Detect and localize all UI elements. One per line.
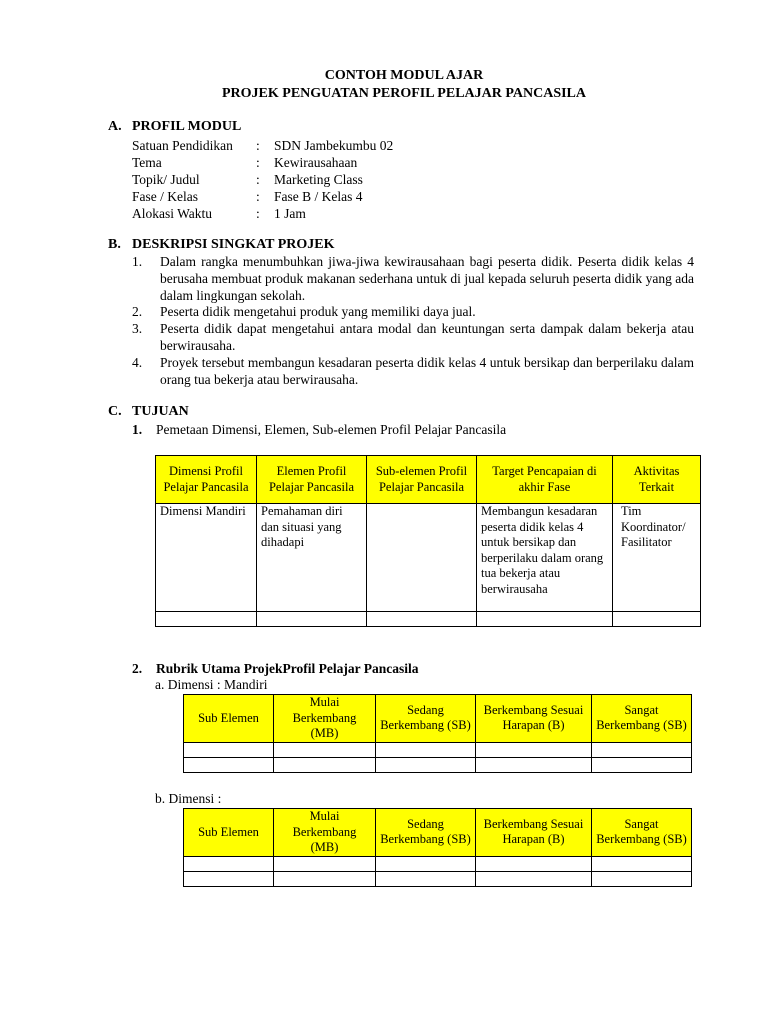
section-b-heading xyxy=(108,237,335,253)
rubric-a-label: a. Dimensi : Mandiri xyxy=(155,677,268,692)
section-a-heading xyxy=(108,119,241,135)
rubric-a-table xyxy=(183,694,692,773)
section-c-title: TUJUAN xyxy=(132,404,189,419)
list-text: Peserta didik dapat mengetahui antara modal dan keuntungan serta dampak dalam bekerja atau berwirausaha. xyxy=(160,321,694,353)
table-cell: Tim Koordinator/ Fasilitator xyxy=(613,504,701,612)
profile-label: Alokasi Waktu xyxy=(132,206,213,221)
section-b-letter: B. xyxy=(108,237,121,252)
table-header-cell: Sedang Berkembang (SB) xyxy=(376,695,476,743)
table-header-cell: Mulai Berkembang (MB) xyxy=(274,809,376,857)
table-cell xyxy=(476,757,592,772)
table-header-cell: Mulai Berkembang (MB) xyxy=(274,695,376,743)
profile-label: Satuan Pendidikan xyxy=(132,138,233,153)
table-cell: Membangun kesadaran peserta didik kelas 4 untuk bersikap dan berperilaku dalam orang tua bekerja atau berwirausaha xyxy=(477,504,613,612)
table-cell xyxy=(156,612,257,627)
list-number: 3. xyxy=(132,321,143,337)
table-cell xyxy=(477,612,613,627)
table-cell xyxy=(184,856,274,871)
table-row xyxy=(184,742,692,757)
table-header-row xyxy=(156,456,701,504)
table-cell xyxy=(257,612,367,627)
table-cell xyxy=(367,504,477,612)
table-header-cell: Target Pencapaian di akhir Fase xyxy=(477,456,613,504)
table-row xyxy=(184,757,692,772)
table-cell xyxy=(274,742,376,757)
profile-row xyxy=(132,154,393,171)
profile-row xyxy=(132,171,393,188)
table-header-cell: Sangat Berkembang (SB) xyxy=(592,695,692,743)
table-cell xyxy=(592,757,692,772)
table-cell: Dimensi Mandiri xyxy=(156,504,257,612)
table-cell xyxy=(592,871,692,886)
table-cell xyxy=(376,856,476,871)
table-cell xyxy=(184,742,274,757)
table-header-cell: Berkembang Sesuai Harapan (B) xyxy=(476,809,592,857)
profile-colon: : xyxy=(256,206,260,221)
section-b-title: DESKRIPSI SINGKAT PROJEK xyxy=(132,237,335,252)
table-header-row xyxy=(184,695,692,743)
table-header-cell: Sub-elemen Profil Pelajar Pancasila xyxy=(367,456,477,504)
rubric-b-label: b. Dimensi : xyxy=(155,791,222,806)
list-text: Dalam rangka menumbuhkan jiwa-jiwa kewirausahaan bagi peserta didik. Peserta didik kelas 4 berusaha membuat produk makanan sederhana untuk di jual kepada seluruh peserta didik yang ada dalam lingkungan sekolah. xyxy=(160,254,694,303)
description-list xyxy=(132,254,694,388)
document-title: CONTOH MODUL AJAR xyxy=(324,68,484,83)
rubric-b-table xyxy=(183,808,692,887)
section-a-title: PROFIL MODUL xyxy=(132,119,242,134)
table-header-row xyxy=(184,809,692,857)
table-header-cell: Sub Elemen xyxy=(184,809,274,857)
profile-value: 1 Jam xyxy=(274,206,306,221)
table-header-cell: Dimensi Profil Pelajar Pancasila xyxy=(156,456,257,504)
profile-row xyxy=(132,205,393,222)
table-cell xyxy=(476,742,592,757)
table-cell xyxy=(367,612,477,627)
profile-label: Fase / Kelas xyxy=(132,189,198,204)
point-1 xyxy=(132,422,506,438)
list-text: Peserta didik mengetahui produk yang memiliki daya jual. xyxy=(160,304,476,320)
table-cell xyxy=(376,871,476,886)
list-item xyxy=(132,254,694,304)
profile-colon: : xyxy=(256,155,260,170)
table-cell xyxy=(274,871,376,886)
profile-colon: : xyxy=(256,172,260,187)
list-item xyxy=(132,321,694,355)
table-cell xyxy=(476,871,592,886)
profile-label: Tema xyxy=(132,155,162,170)
document-subtitle: PROJEK PENGUATAN PEROFIL PELAJAR PANCASILA xyxy=(221,86,587,101)
list-item xyxy=(132,304,694,321)
table-row xyxy=(156,504,701,612)
point-2-text: Rubrik Utama ProjekProfil Pelajar Pancasila xyxy=(156,661,419,676)
list-item xyxy=(132,355,694,389)
section-c-heading xyxy=(108,404,189,420)
table-cell xyxy=(476,856,592,871)
table-header-cell: Sangat Berkembang (SB) xyxy=(592,809,692,857)
table-cell xyxy=(274,757,376,772)
profile-row xyxy=(132,188,393,205)
profile-row xyxy=(132,137,393,154)
table-cell: Pemahaman diri dan situasi yang dihadapi xyxy=(257,504,367,612)
list-text: Proyek tersebut membangun kesadaran peserta didik kelas 4 untuk bersikap dan berperilaku dalam orang tua bekerja atau berwirausaha. xyxy=(160,354,694,387)
point-1-number: 1. xyxy=(132,422,143,437)
point-2 xyxy=(132,661,418,677)
profile-colon: : xyxy=(256,189,260,204)
table-row xyxy=(184,871,692,886)
table-cell xyxy=(592,742,692,757)
table-header-cell: Aktivitas Terkait xyxy=(613,456,701,504)
table-row xyxy=(184,856,692,871)
table-cell xyxy=(184,871,274,886)
list-number: 2. xyxy=(132,304,143,320)
profile-info xyxy=(132,137,393,222)
profile-value: SDN Jambekumbu 02 xyxy=(274,138,394,153)
table-cell xyxy=(592,856,692,871)
table-cell xyxy=(184,757,274,772)
list-number: 4. xyxy=(132,354,143,370)
table-row xyxy=(156,612,701,627)
mapping-table xyxy=(155,455,701,627)
list-number: 1. xyxy=(132,254,143,269)
table-header-cell: Elemen Profil Pelajar Pancasila xyxy=(257,456,367,504)
point-1-text: Pemetaan Dimensi, Elemen, Sub-elemen Profil Pelajar Pancasila xyxy=(156,422,507,437)
profile-colon: : xyxy=(256,138,260,153)
table-cell xyxy=(376,757,476,772)
table-header-cell: Sedang Berkembang (SB) xyxy=(376,809,476,857)
section-c-letter: C. xyxy=(108,404,122,419)
table-cell xyxy=(274,856,376,871)
table-cell xyxy=(376,742,476,757)
profile-value: Fase B / Kelas 4 xyxy=(274,189,363,204)
point-2-number: 2. xyxy=(132,661,143,676)
table-header-cell: Berkembang Sesuai Harapan (B) xyxy=(476,695,592,743)
section-a-letter: A. xyxy=(108,119,122,134)
table-header-cell: Sub Elemen xyxy=(184,695,274,743)
profile-label: Topik/ Judul xyxy=(132,172,200,187)
table-cell xyxy=(613,612,701,627)
profile-value: Marketing Class xyxy=(274,172,363,187)
profile-value: Kewirausahaan xyxy=(274,155,358,170)
